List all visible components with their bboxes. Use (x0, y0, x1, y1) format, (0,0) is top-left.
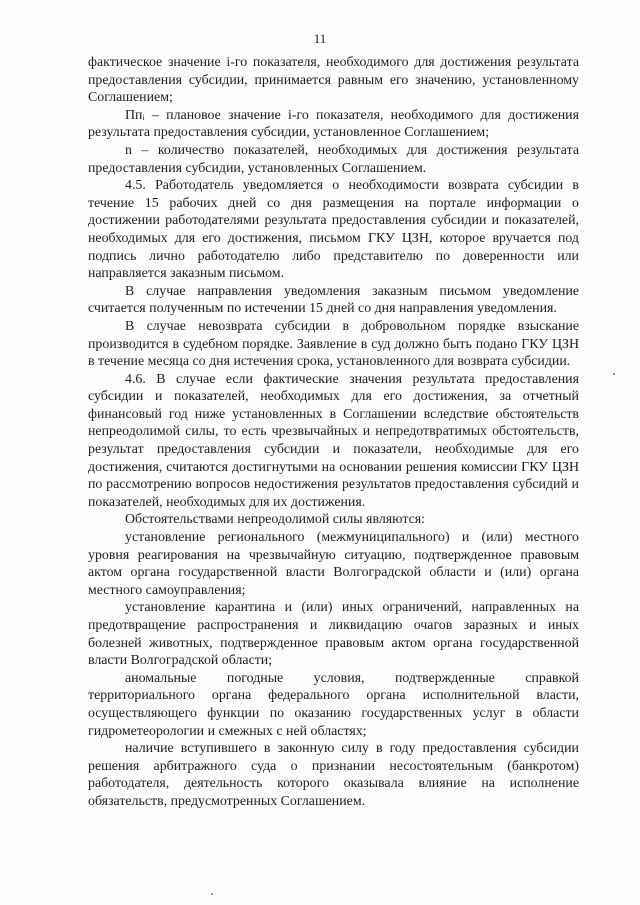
paragraph-force-majeure-heading: Обстоятельствами непреодолимой силы являются: (125, 512, 425, 528)
paragraph-section-4-6: 4.6. В случае если фактические значения результата предоставления субсидии и показателей, необходимых для его достижения, за отчетный финансовый год ниже установленных в Соглашении вследствие обстоятельств непреодолимой силы, то есть чрезвычайных и непредотвратимых обстоятельств, результат предоставления субсидии и показатели, необходимые для его достижения, считаются достигнутыми на основании решения комиссии ГКУ ЦЗН по рассмотрению вопросов недостижения результатов предоставления субсидий и показателей, необходимых для их достижения. (88, 371, 579, 510)
scan-speck (211, 893, 213, 895)
paragraph-fact-value-definition: фактическое значение i-го показателя, необходимого для достижения результата предоставления субсидии, принимается равным его значению, установленному Соглашением; (88, 55, 579, 106)
page-number: 11 (313, 31, 327, 46)
paragraph-registered-letter-notice: В случае направления уведомления заказным письмом уведомление считается полученным по истечении 15 дней со дня направления уведомления. (88, 283, 579, 317)
paragraph-section-4-5: 4.5. Работодатель уведомляется о необходимости возврата субсидии в течение 15 рабочих дней со дня размещения на портале информации о достижении работодателями результата предоставления субсидии и показателей, необходимых для его достижения, письмом ГКУ ЦЗН, которое вручается под подпись лично работодателю либо представителю по доверенности или направляется заказным письмом. (88, 178, 579, 282)
paragraph-indicator-count-definition: n – количество показателей, необходимых для достижения результата предоставления субсидии, установленных Соглашением. (88, 142, 579, 176)
scan-speck (613, 373, 615, 375)
list-item-quarantine: установление карантина и (или) иных ограничений, направленных на предотвращение распространения и ликвидацию очагов заразных и иных болезней животных, подтвержденное правовым актом органа государственной власти Волгоградской области; (88, 600, 579, 669)
list-item-emergency-regime: установление регионального (межмуниципального) и (или) местного уровня реагирования на чрезвычайную ситуацию, подтвержденное правовым актом органа государственной власти Волгоградской области и (или) органа местного самоуправления; (88, 530, 579, 598)
list-item-abnormal-weather: аномальные погодные условия, подтвержденные справкой территориального органа федерального органа исполнительной власти, осуществляющего функции по оказанию государственных услуг в области гидрометеорологии и смежных с ней областях; (88, 670, 579, 739)
list-item-bankruptcy: наличие вступившего в законную силу в году предоставления субсидии решения арбитражного суда о признании несостоятельным (банкротом) работодателя, деятельность которого оказывала влияние на исполнение обязательств, предусмотренных Соглашением. (88, 741, 579, 809)
paragraph-court-recovery: В случае невозврата субсидии в добровольном порядке взыскание производится в судебном порядке. Заявление в суд должно быть подано ГКУ ЦЗН в течение месяца со дня истечения срока, установленного для возврата субсидии. (88, 318, 579, 370)
document-body (88, 54, 579, 811)
paragraph-planned-value-definition: Ппᵢ – плановое значение i-го показателя, необходимого для достижения результата предоставления субсидии, установленное Соглашением; (88, 107, 579, 141)
